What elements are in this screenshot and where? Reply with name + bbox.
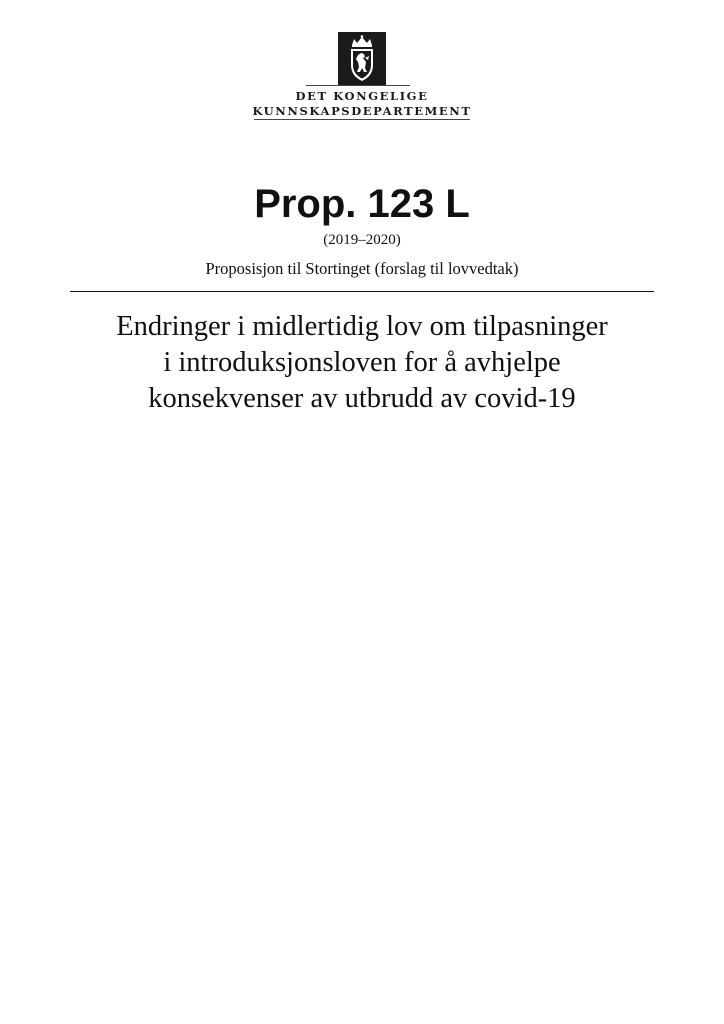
proposition-number: Prop. 123 L [254, 182, 470, 226]
document-title [60, 309, 664, 417]
department-name-line2: KUNNSKAPSDEPARTEMENT [252, 104, 472, 118]
ministry-logo [0, 32, 724, 91]
session-years: (2019–2020) [323, 232, 401, 248]
logo-rule-top [306, 85, 410, 86]
title-line: i introduksjonsloven for å avhjelpe [163, 347, 561, 378]
title-divider [70, 291, 654, 292]
department-name-line1: DET KONGELIGE [295, 89, 429, 103]
logo-rule-bottom [254, 119, 470, 120]
royal-coat-of-arms-icon [338, 32, 386, 86]
title-line: konsekvenser av utbrudd av covid-19 [148, 383, 576, 414]
title-line: Endringer i midlertidig lov om tilpasninger [116, 311, 608, 342]
proposition-type: Proposisjon til Stortinget (forslag til lovvedtak) [205, 259, 519, 278]
